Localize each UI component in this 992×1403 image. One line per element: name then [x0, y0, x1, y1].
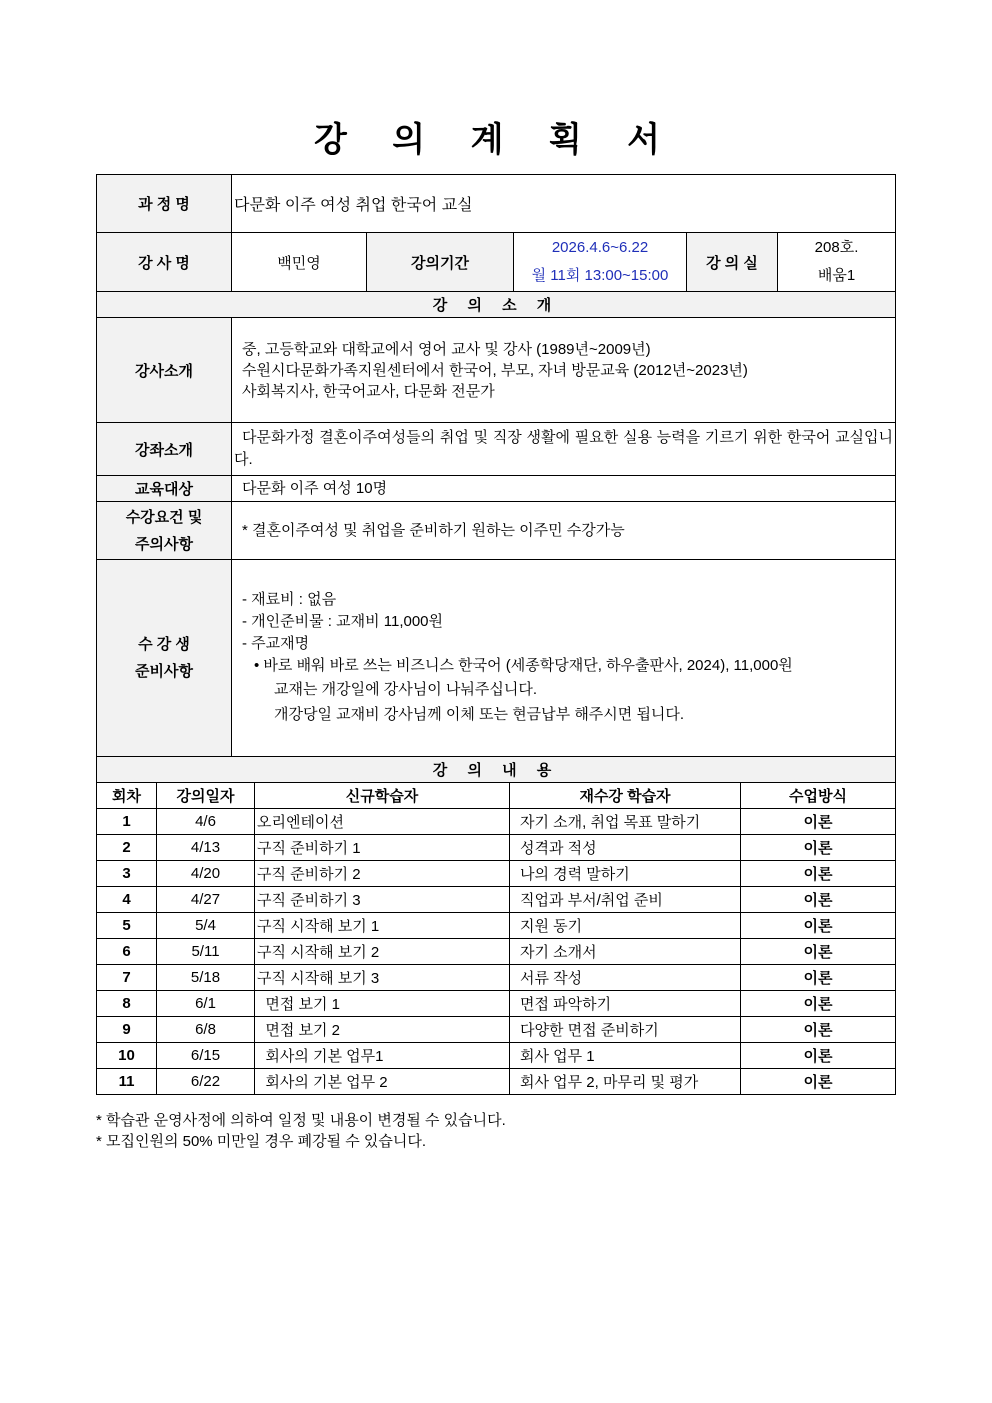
note: * 모집인원의 50% 미만일 경우 폐강될 수 있습니다.: [96, 1133, 427, 1150]
prep-label: [97, 560, 232, 757]
table-row: [97, 887, 896, 913]
new-learner-topic: 회사의 기본 업무1: [255, 1043, 510, 1069]
new-learner-topic: 회사의 기본 업무 2: [255, 1069, 510, 1095]
instructor-intro-label: 강사소개: [97, 318, 232, 423]
room-line1: 208호.: [814, 239, 859, 256]
session-number: 6: [97, 939, 157, 965]
label-line: 주의사항: [135, 535, 193, 553]
table-row: [97, 861, 896, 887]
new-learner-topic: 구직 준비하기 3: [255, 887, 510, 913]
lecture-date: 5/18: [157, 965, 255, 991]
instructor-label: 강 사 명: [97, 233, 232, 292]
session-number: 1: [97, 809, 157, 835]
repeat-learner-topic: 회사 업무 1: [510, 1043, 741, 1069]
table-row: [97, 809, 896, 835]
lecture-date: 4/6: [157, 809, 255, 835]
class-method: 이론: [741, 861, 896, 887]
new-learner-topic: 구직 시작해 보기 2: [255, 939, 510, 965]
room-line2: 배움1: [817, 267, 856, 284]
class-method: 이론: [741, 1069, 896, 1095]
session-number: 8: [97, 991, 157, 1017]
schedule-header-row: [97, 783, 896, 809]
table-row: [97, 991, 896, 1017]
prep: [232, 560, 896, 757]
table-row: [97, 835, 896, 861]
target-label: 교육대상: [97, 476, 232, 502]
repeat-learner-topic: 직업과 부서/취업 준비: [510, 887, 741, 913]
repeat-learner-topic: 회사 업무 2, 마무리 및 평가: [510, 1069, 741, 1095]
lecture-date: 6/15: [157, 1043, 255, 1069]
intro-line: 사회복지사, 한국어교사, 다문화 전문가: [242, 382, 495, 400]
period-dates: 2026.4.6~6.22: [551, 239, 649, 256]
new-learner-topic: 면접 보기 1: [255, 991, 510, 1017]
session-number: 9: [97, 1017, 157, 1043]
class-method: 이론: [741, 835, 896, 861]
room-label: 강 의 실: [687, 233, 778, 292]
class-method: 이론: [741, 965, 896, 991]
repeat-learner-topic: 성격과 적성: [510, 835, 741, 861]
repeat-learner-topic: 지원 동기: [510, 913, 741, 939]
lecture-date: 5/11: [157, 939, 255, 965]
period-time: 월 11회 13:00~15:00: [531, 267, 669, 284]
label-line: 수강요건 및: [125, 508, 203, 526]
new-learner-topic: 구직 준비하기 1: [255, 835, 510, 861]
column-header-lecture-date: 강의일자: [157, 783, 255, 809]
lecture-date: 4/27: [157, 887, 255, 913]
prep-line: - 개인준비물 : 교재비 11,000원: [242, 613, 444, 630]
new-learner-topic: 면접 보기 2: [255, 1017, 510, 1043]
lecture-date: 6/1: [157, 991, 255, 1017]
class-method: 이론: [741, 939, 896, 965]
course-name: 다문화 이주 여성 취업 한국어 교실: [232, 175, 896, 233]
course-intro-label: 강좌소개: [97, 423, 232, 476]
class-method: 이론: [741, 991, 896, 1017]
note: * 학습관 운영사정에 의하여 일정 및 내용이 변경될 수 있습니다.: [96, 1112, 506, 1129]
lecture-date: 4/13: [157, 835, 255, 861]
class-method: 이론: [741, 887, 896, 913]
target: 다문화 이주 여성 10명: [232, 476, 896, 502]
period-value: [514, 233, 687, 292]
intro-line: 중, 고등학교와 대학교에서 영어 교사 및 강사 (1989년~2009년): [242, 340, 651, 358]
session-number: 4: [97, 887, 157, 913]
lecture-date: 4/20: [157, 861, 255, 887]
prep-line: - 재료비 : 없음: [242, 591, 337, 608]
class-method: 이론: [741, 1017, 896, 1043]
session-number: 11: [97, 1069, 157, 1095]
intro-line: 수원시다문화가족지원센터에서 한국어, 부모, 자녀 방문교육 (2012년~2023년): [242, 361, 748, 379]
table-row: [97, 1043, 896, 1069]
notes: [96, 1110, 506, 1152]
prep-line: • 바로 배워 바로 쓰는 비즈니스 한국어 (세종학당재단, 하우출판사, 2024), 11,000원: [254, 657, 793, 674]
course-info-table: [96, 174, 896, 783]
session-number: 3: [97, 861, 157, 887]
room-value: [778, 233, 896, 292]
lecture-date: 6/8: [157, 1017, 255, 1043]
repeat-learner-topic: 자기 소개서: [510, 939, 741, 965]
session-number: 5: [97, 913, 157, 939]
course-label: 과 정 명: [97, 175, 232, 233]
prep-line: - 주교재명: [242, 635, 310, 652]
new-learner-topic: 구직 시작해 보기 1: [255, 913, 510, 939]
session-number: 2: [97, 835, 157, 861]
prep-line: 개강당일 교재비 강사님께 이체 또는 현금납부 해주시면 됩니다.: [274, 706, 685, 723]
session-number: 7: [97, 965, 157, 991]
table-row: [97, 913, 896, 939]
instructor-name: 백민영: [232, 233, 367, 292]
repeat-learner-topic: 서류 작성: [510, 965, 741, 991]
lecture-date: 5/4: [157, 913, 255, 939]
column-header-repeat-learner-topic: 재수강 학습자: [510, 783, 741, 809]
repeat-learner-topic: 면접 파악하기: [510, 991, 741, 1017]
table-row: [97, 1069, 896, 1095]
page-title: 강 의 계 획 서: [313, 121, 678, 159]
class-method: 이론: [741, 809, 896, 835]
period-label: 강의기간: [367, 233, 514, 292]
new-learner-topic: 구직 시작해 보기 3: [255, 965, 510, 991]
class-method: 이론: [741, 913, 896, 939]
schedule-table: [96, 782, 896, 1095]
label-line: 준비사항: [135, 663, 193, 680]
intro-section-header: 강 의 소 개: [97, 292, 896, 318]
requirements-label: [97, 502, 232, 560]
table-row: [97, 965, 896, 991]
new-learner-topic: 오리엔테이션: [255, 809, 510, 835]
column-header-session-number: 회차: [97, 783, 157, 809]
instructor-intro: [232, 318, 896, 423]
class-method: 이론: [741, 1043, 896, 1069]
prep-line: 교재는 개강일에 강사님이 나눠주십니다.: [274, 681, 538, 698]
new-learner-topic: 구직 준비하기 2: [255, 861, 510, 887]
label-line: 수 강 생: [138, 636, 190, 653]
lecture-date: 6/22: [157, 1069, 255, 1095]
table-row: [97, 939, 896, 965]
content-section-header: 강 의 내 용: [97, 757, 896, 783]
repeat-learner-topic: 다양한 면접 준비하기: [510, 1017, 741, 1043]
table-row: [97, 1017, 896, 1043]
repeat-learner-topic: 나의 경력 말하기: [510, 861, 741, 887]
course-intro: 다문화가정 결혼이주여성들의 취업 및 직장 생활에 필요한 실용 능력을 기르기 위한 한국어 교실입니다.: [232, 423, 896, 476]
column-header-new-learner-topic: 신규학습자: [255, 783, 510, 809]
requirements: * 결혼이주여성 및 취업을 준비하기 원하는 이주민 수강가능: [232, 502, 896, 560]
repeat-learner-topic: 자기 소개, 취업 목표 말하기: [510, 809, 741, 835]
session-number: 10: [97, 1043, 157, 1069]
column-header-class-method: 수업방식: [741, 783, 896, 809]
